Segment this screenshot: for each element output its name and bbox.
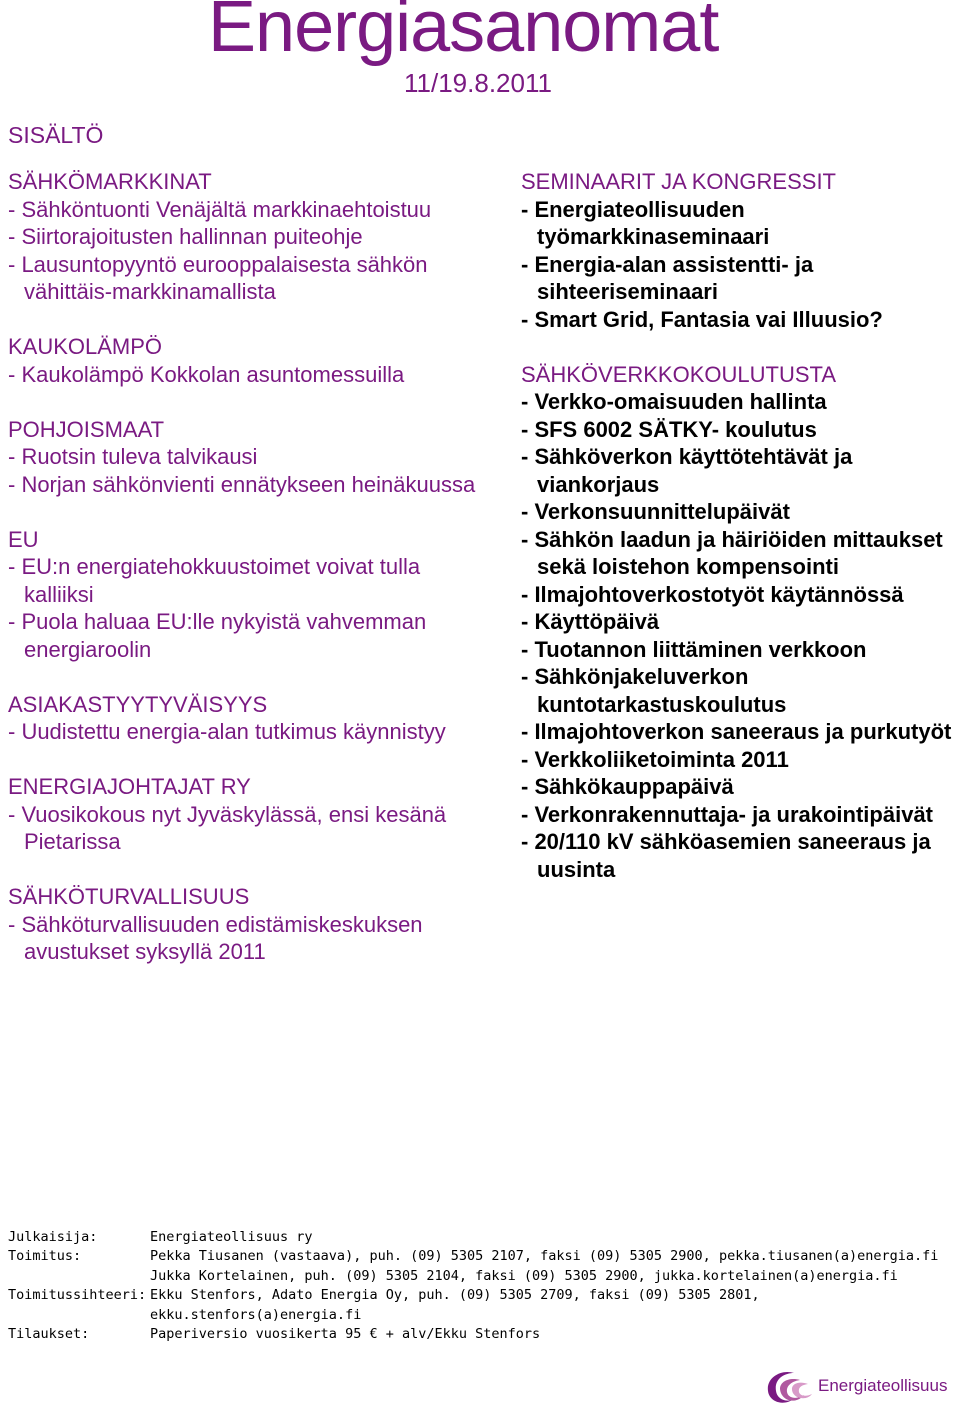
footer-row: [8, 1306, 958, 1325]
contents-item: - Ruotsin tuleva talvikausi: [8, 444, 258, 469]
contents-item: - Sähköntuonti Venäjältä markkinaehtoistuu: [8, 196, 432, 222]
contents-item: - Verkkoliiketoiminta 2011: [521, 746, 789, 772]
contents-item: - SFS 6002 SÄTKY- koulutus: [521, 416, 817, 442]
footer-row: [8, 1325, 958, 1344]
contents-heading: SISÄLTÖ: [8, 122, 104, 148]
contents-item: - Käyttöpäivä: [521, 609, 660, 634]
footer-label: [8, 1267, 150, 1286]
section-title: SÄHKÖMARKKINAT: [8, 169, 212, 194]
left-section: [8, 333, 478, 388]
contents-item: - Sähkön laadun ja häiriöiden mittaukset sekä loistehon kompensointi: [521, 526, 943, 579]
contents-item: - Ilmajohtoverkostotyöt käytännössä: [521, 581, 904, 607]
contents-item: - Ilmajohtoverkon saneeraus ja purkutyöt: [521, 719, 952, 744]
contents-item: - Sähköverkon käyttötehtävät ja viankorjaus: [521, 444, 853, 497]
energiateollisuus-logo-icon: [760, 1365, 816, 1409]
section-title: SÄHKÖVERKKOKOULUTUSTA: [521, 361, 836, 387]
footer-label: Toimitus:: [8, 1248, 82, 1265]
footer-row: [8, 1247, 958, 1266]
contents-item: - Sähkönjakeluverkon kuntotarkastuskoulutus: [521, 664, 787, 717]
contents-item: - Verkko-omaisuuden hallinta: [521, 389, 827, 414]
left-section: [8, 691, 478, 746]
section-title: ASIAKASTYYTYVÄISYYS: [8, 691, 268, 717]
right-contents-column: [521, 168, 957, 911]
footer-label: Tilaukset:: [8, 1326, 90, 1343]
contents-item: - Vuosikokous nyt Jyväskylässä, ensi kesänä Pietarissa: [8, 801, 447, 854]
contents-item: - Tuotannon liittäminen verkkoon: [521, 636, 867, 662]
left-contents-column: [8, 168, 478, 993]
contents-item: - Sähköturvallisuuden edistämiskeskuksen avustukset syksyllä 2011: [8, 911, 423, 964]
left-section: [8, 416, 478, 499]
section-title: ENERGIAJOHTAJAT RY: [8, 774, 251, 799]
newsletter-title: Energiasanomat: [208, 0, 719, 67]
footer-row: [8, 1286, 958, 1305]
left-section: [8, 773, 478, 856]
contents-item: - Energiateollisuuden työmarkkinaseminaari: [521, 196, 770, 249]
left-section: [8, 168, 478, 306]
logo-text: Energiateollisuus: [818, 1376, 948, 1395]
footer-value: Energiateollisuus ry: [150, 1229, 313, 1245]
footer-row: [8, 1267, 958, 1286]
section-title: POHJOISMAAT: [8, 416, 165, 442]
contents-item: - Energia-alan assistentti- ja sihteeriseminaari: [521, 251, 814, 304]
left-section: [8, 526, 478, 664]
contents-item: - Puola haluaa EU:lle nykyistä vahvemman energiaroolin: [8, 609, 427, 662]
contents-item: - Verkonrakennuttaja- ja urakointipäivät: [521, 801, 934, 827]
right-section: [521, 361, 957, 884]
contents-item: - Smart Grid, Fantasia vai Illuusio?: [521, 306, 883, 332]
contents-item: - Lausuntopyyntö eurooppalaisesta sähkön vähittäis-markkinamallista: [8, 251, 428, 304]
footer-label: Toimitussihteeri:: [8, 1287, 147, 1304]
footer-value: Pekka Tiusanen (vastaava), puh. (09) 5305 2107, faksi (09) 5305 2900, pekka.tiusanen(a)energia.fi: [150, 1248, 939, 1265]
contents-item: - Kaukolämpö Kokkolan asuntomessuilla: [8, 361, 405, 387]
contents-item: - EU:n energiatehokkuustoimet voivat tulla kalliiksi: [8, 554, 421, 607]
footer-value: Paperiversio vuosikerta 95 € + alv/Ekku Stenfors: [150, 1326, 541, 1343]
section-title: SEMINAARIT JA KONGRESSIT: [521, 169, 836, 194]
energiateollisuus-logo: [760, 1365, 955, 1409]
publication-info: [8, 1228, 958, 1344]
contents-item: - Siirtorajoitusten hallinnan puiteohje: [8, 224, 363, 249]
section-title: SÄHKÖTURVALLISUUS: [8, 884, 250, 909]
issue-date: 11/19.8.2011: [404, 68, 552, 98]
contents-item: - Uudistettu energia-alan tutkimus käynnistyy: [8, 719, 446, 744]
contents-item: - Verkonsuunnittelupäivät: [521, 499, 790, 524]
contents-item: - Norjan sähkönvienti ennätykseen heinäkuussa: [8, 471, 476, 497]
section-title: KAUKOLÄMPÖ: [8, 334, 163, 359]
footer-value: Ekku Stenfors, Adato Energia Oy, puh. (09) 5305 2709, faksi (09) 5305 2801,: [150, 1287, 760, 1304]
footer-row: [8, 1228, 958, 1247]
right-section: [521, 168, 957, 333]
footer-label: Julkaisija:: [8, 1229, 98, 1245]
section-title: EU: [8, 526, 39, 552]
contents-item: - 20/110 kV sähköasemien saneeraus ja uusinta: [521, 829, 931, 882]
footer-label: [8, 1306, 150, 1325]
footer-value: Jukka Kortelainen, puh. (09) 5305 2104, faksi (09) 5305 2900, jukka.kortelainen(a)energia.fi: [150, 1267, 898, 1284]
left-section: [8, 883, 478, 966]
contents-item: - Sähkökauppapäivä: [521, 774, 734, 799]
footer-value: ekku.stenfors(a)energia.fi: [150, 1306, 362, 1323]
